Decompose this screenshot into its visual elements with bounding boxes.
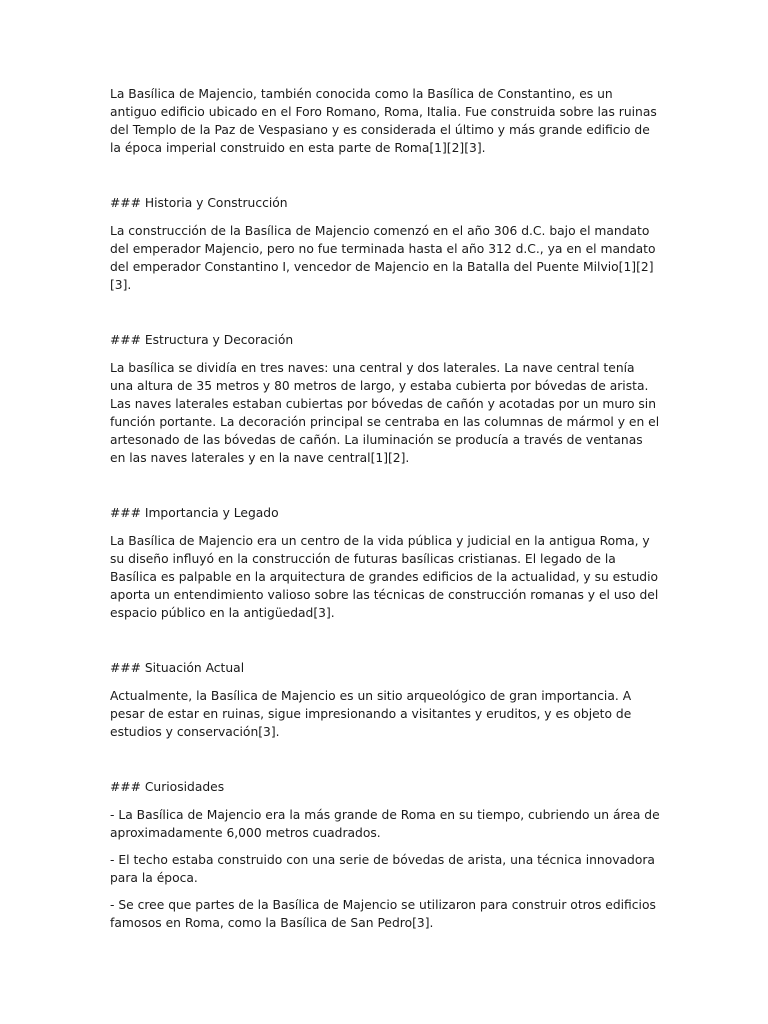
section-text-estructura: La basílica se dividía en tres naves: una central y dos laterales. La nave central tenía una altura de 35 metros y 80 metros de largo, y estaba cubierta por bóvedas de arista. Las naves laterales estaban cubiertas por bóvedas de cañón y acotadas por un muro sin función portante. La decoración principal se centraba en las columnas de mármol y en el artesonado de las bóvedas de cañón. La iluminación se producía a través de ventanas en las naves laterales y en la nave central[1][2]. [110,361,660,465]
document-body [110,85,660,941]
section-text-situacion: Actualmente, la Basílica de Majencio es un sitio arqueológico de gran importancia. A pesar de estar en ruinas, sigue impresionando a visitantes y eruditos, y es objeto de estudios y conservación[3]. [110,689,632,739]
section-heading-importancia: ### Importancia y Legado [110,506,279,520]
section-heading-curiosidades: ### Curiosidades [110,780,225,794]
bullet-item: - El techo estaba construido con una serie de bóvedas de arista, una técnica innovadora para la época. [110,853,655,885]
section-text-importancia: La Basílica de Majencio era un centro de la vida pública y judicial en la antigua Roma, y su diseño influyó en la construcción de futuras basílicas cristianas. El legado de la Basílica es palpable en la arquitectura de grandes edificios de la actualidad, y su estudio aporta un entendimiento valioso sobre las técnicas de construcción romanas y el uso del espacio público en la antigüedad[3]. [110,534,659,620]
section-heading-historia: ### Historia y Construcción [110,196,288,210]
bullet-item: - Se cree que partes de la Basílica de Majencio se utilizaron para construir otros edificios famosos en Roma, como la Basílica de San Pedro[3]. [110,898,656,930]
section-heading-estructura: ### Estructura y Decoración [110,333,294,347]
intro-paragraph: La Basílica de Majencio, también conocida como la Basílica de Constantino, es un antiguo edificio ubicado en el Foro Romano, Roma, Italia. Fue construida sobre las ruinas del Templo de la Paz de Vespasiano y es considerada el último y más grande edificio de la época imperial construido en esta parte de Roma[1][2][3]. [110,87,657,155]
section-heading-situacion: ### Situación Actual [110,661,245,675]
section-text-historia: La construcción de la Basílica de Majencio comenzó en el año 306 d.C. bajo el mandato del emperador Majencio, pero no fue terminada hasta el año 312 d.C., ya en el mandato del emperador Constantino I, vencedor de Majencio en la Batalla del Puente Milvio[1][2][3]. [110,224,656,292]
bullet-item: - La Basílica de Majencio era la más grande de Roma en su tiempo, cubriendo un área de aproximadamente 6,000 metros cuadrados. [110,808,660,840]
